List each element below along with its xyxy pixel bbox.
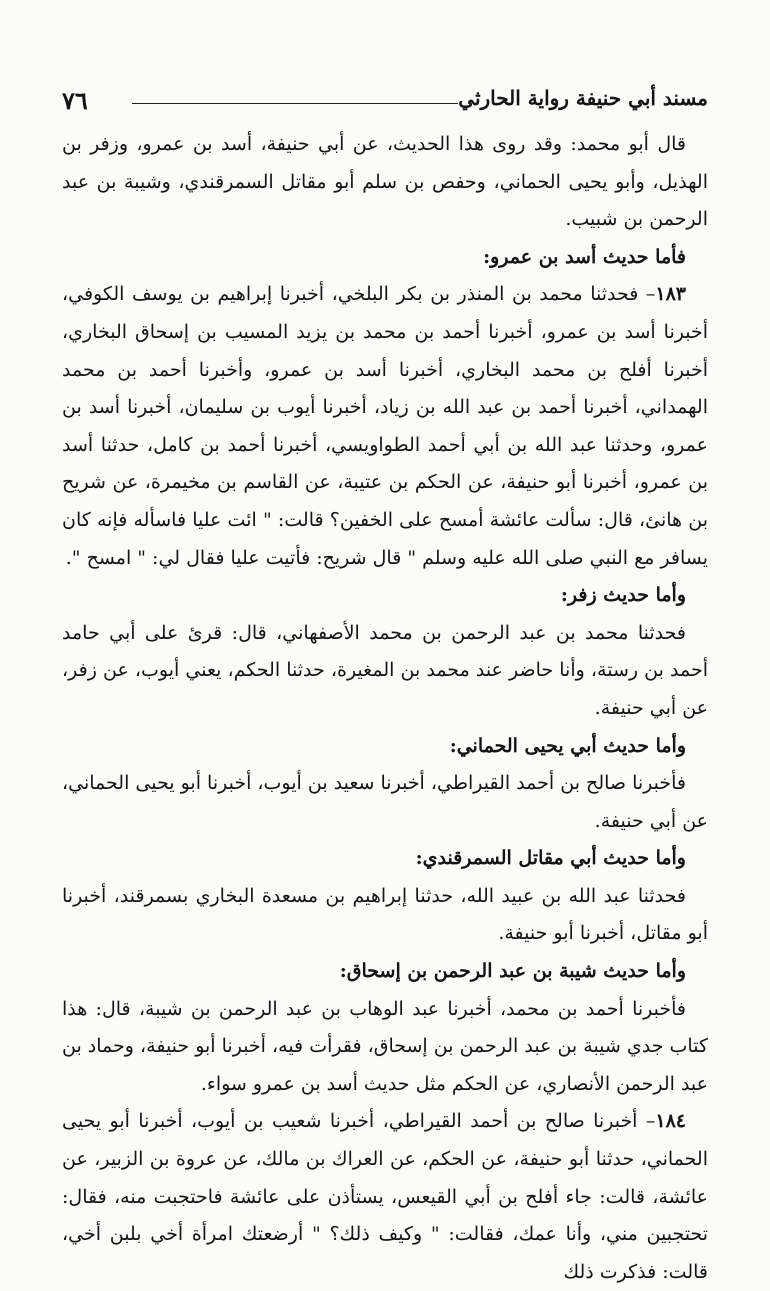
page-number: ٧٦ bbox=[62, 86, 88, 115]
running-title: مسند أبي حنيفة رواية الحارثي bbox=[458, 86, 708, 110]
hadith-number: ١٨٤ bbox=[655, 1110, 686, 1133]
hadith-text: – أخبرنا صالح بن أحمد القيراطي، أخبرنا شعيب بن أيوب، أخبرنا أبو يحيى الحماني، حدثنا أبو حنيفة، عن الحكم، عن العراك بن مالك، عن عروة بن الزبير، عن عائشة، قالت: جاء أفلح بن أبي القيعس، يستأذن على عائشة فاحتجبت منه، فقال: تحتجبين مني، وأنا عمك، فقالت: " وكيف ذلك؟ " أرضعتك امرأة أخي بلبن أخي، قالت: فذكرت ذلك bbox=[62, 1110, 708, 1283]
header-rule bbox=[132, 103, 458, 104]
page-header bbox=[62, 86, 708, 120]
hadith-number: ١٨٣ bbox=[655, 283, 686, 306]
shayba-paragraph: فأخبرنا أحمد بن محمد، أخبرنا عبد الوهاب بن عبد الرحمن بن شيبة، قال: هذا كتاب جدي شيبة بن عبد الرحمن بن إسحاق، فقرأت فيه، أخبرنا أبو حنيفة، وحماد بن عبد الرحمن الأنصاري، عن الحكم مثل حديث أسد بن عمرو سواء. bbox=[62, 997, 708, 1095]
samarqandi-paragraph: فحدثنا عبد الله بن عبيد الله، حدثنا إبراهيم بن مسعدة البخاري بسمرقند، أخبرنا أبو مقاتل، أخبرنا أبو حنيفة. bbox=[62, 884, 708, 945]
intro-paragraph: قال أبو محمد: وقد روى هذا الحديث، عن أبي حنيفة، أسد بن عمرو، وزفر بن الهذيل، وأبو يحيى الحماني، وحفص بن سلم أبو مقاتل السمرقندي، وشيبة بن عبد الرحمن بن شبيب. bbox=[62, 133, 708, 231]
zufar-paragraph: فحدثنا محمد بن عبد الرحمن بن محمد الأصفهاني، قال: قرئ على أبي حامد أحمد بن رستة، وأنا حاضر عند محمد بن المغيرة، حدثنا الحكم، يعني أيوب، عن زفر، عن أبي حنيفة. bbox=[62, 621, 708, 719]
section-heading: وأما حديث شيبة بن عبد الرحمن بن إسحاق: bbox=[339, 960, 686, 983]
hadith-184 bbox=[62, 1103, 708, 1291]
page-body bbox=[62, 126, 708, 1291]
himmani-paragraph: فأخبرنا صالح بن أحمد القيراطي، أخبرنا سعيد بن أيوب، أخبرنا أبو يحيى الحماني، عن أبي حنيفة. bbox=[62, 772, 708, 832]
section-heading: وأما حديث أبي مقاتل السمرقندي: bbox=[415, 847, 686, 870]
hadith-text: – فحدثنا محمد بن المنذر بن بكر البلخي، أخبرنا إبراهيم بن يوسف الكوفي، أخبرنا أسد بن عمرو، أخبرنا أحمد بن محمد بن يزيد المسيب بن إسحاق البخاري، أخبرنا أفلح بن محمد البخاري، أخبرنا أسد بن عمرو، وأخبرنا أحمد بن محمد الهمداني، أخبرنا أحمد بن عبد الله بن زياد، أخبرنا أيوب بن سليمان، أخبرنا أسد بن عمرو، وحدثنا عبد الله بن أبي أحمد الطواويسي، أخبرنا أحمد بن كامل، حدثنا أسد بن عمرو، أخبرنا أبو حنيفة، عن الحكم بن عتيبة، عن القاسم بن مخيمرة، عن شريح بن هانئ، قال: سألت عائشة أمسح على الخفين؟ قالت: " ائت عليا فاسأله فإنه كان يسافر مع النبي صلى الله عليه وسلم " قال شريح: فأتيت عليا فقال لي: " امسح ". bbox=[62, 283, 708, 569]
section-heading: فأما حديث أسد بن عمرو: bbox=[483, 245, 686, 268]
hadith-183 bbox=[62, 276, 708, 577]
section-heading: وأما حديث زفر: bbox=[560, 584, 686, 607]
section-heading: وأما حديث أبي يحيى الحماني: bbox=[449, 734, 686, 757]
